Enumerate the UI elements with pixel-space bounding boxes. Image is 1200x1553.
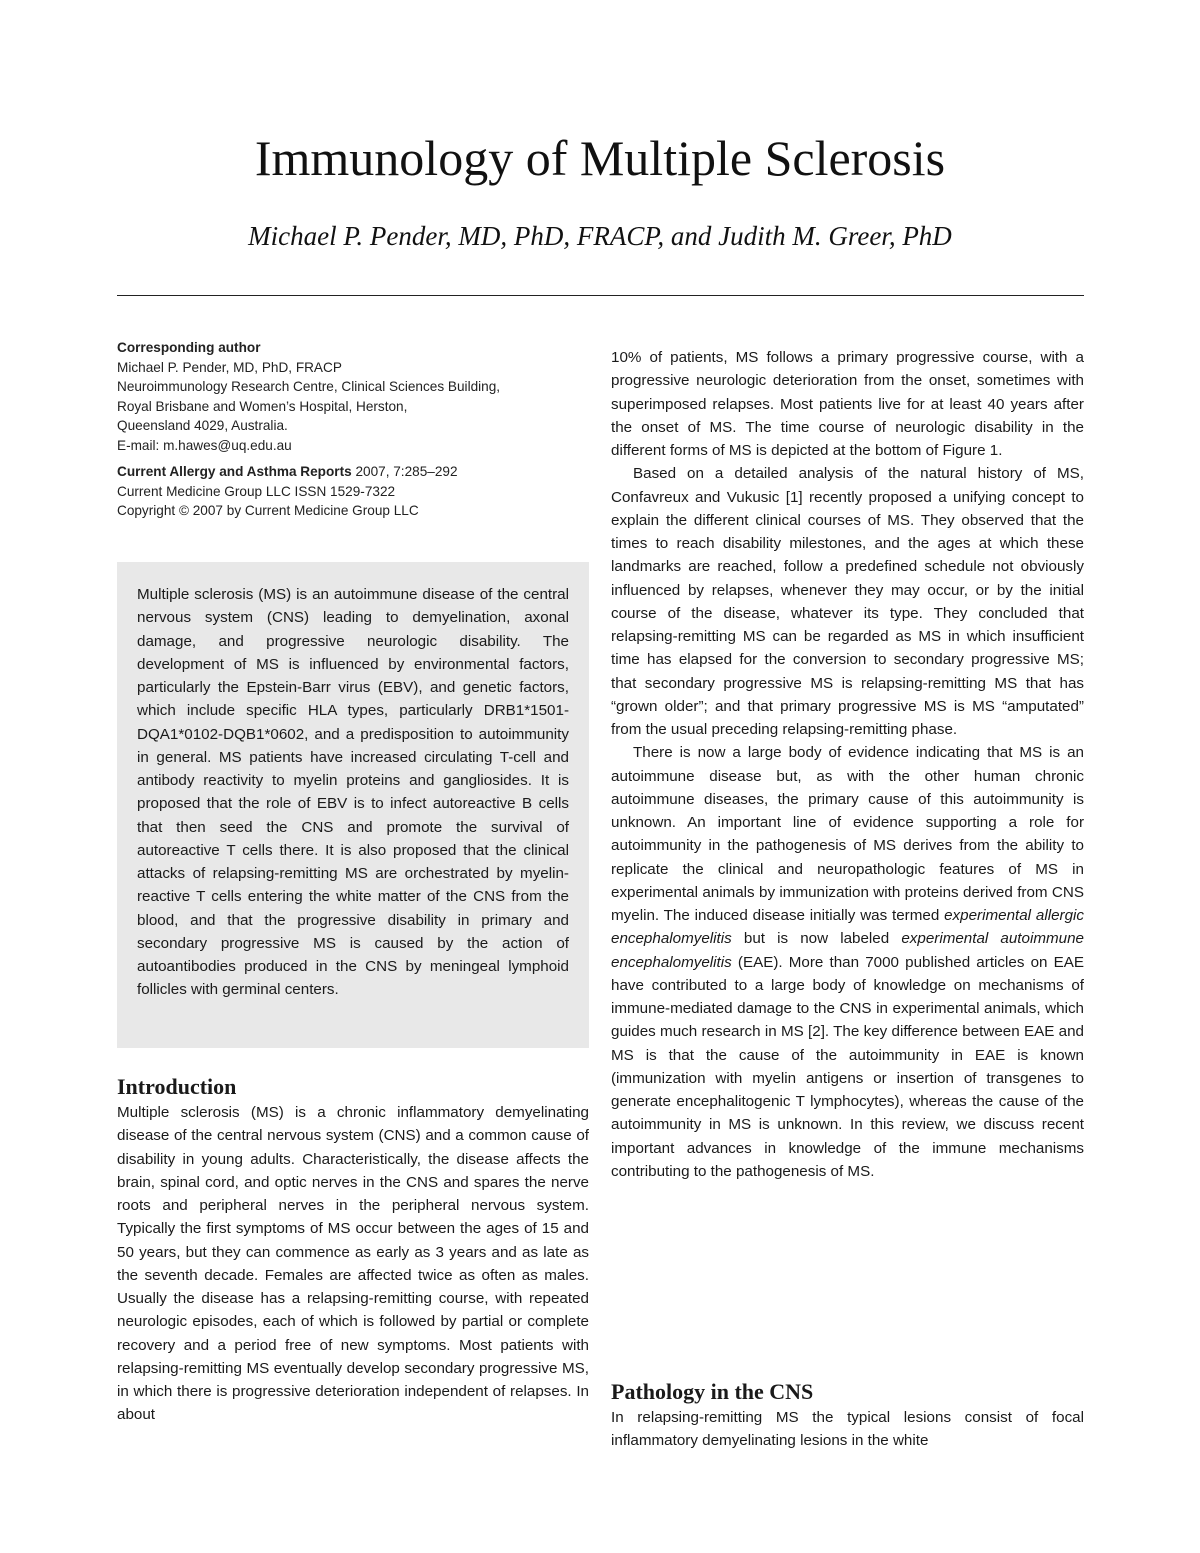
abstract-text: Multiple sclerosis (MS) is an autoimmune disease of the central nervous system (CNS) leading to demyelination, axonal damage, and progressive neurologic disability. The development of MS is influenced by environmental factors, particularly the Epstein-Barr virus (EBV), and genetic factors, which include specific HLA types, particularly DRB1*1501-DQA1*0102-DQB1*0602, and a predisposition to autoimmunity in general. MS patients have increased circulating T-cell and antibody reactivity to myelin proteins and gangliosides. It is proposed that the role of EBV is to infect autoreactive B cells that then seed the CNS and promote the survival of autoreactive T cells there. It is also proposed that the clinical attacks of relapsing-remitting MS are orchestrated by myelin-reactive T cells entering the white matter of the CNS from the blood, and that the progressive disability in primary and secondary progressive MS is caused by the action of autoantibodies produced in the CNS by meningeal lymphoid follicles with germinal centers. [137,586,569,999]
correspondence-line: Michael P. Pender, MD, PhD, FRACP [117,359,342,375]
correspondence-label: Corresponding author [117,340,261,355]
correspondence-email[interactable]: E-mail: m.hawes@uq.edu.au [117,437,292,453]
title-divider [117,295,1084,296]
introduction-section [117,1073,589,1427]
text-run: There is now a large body of evidence indicating that MS is an autoimmune disease but, as with the other human chronic autoimmune diseases, the primary cause of this autoimmunity is unknown. An important line of evidence supporting a role for autoimmunity in the pathogenesis of MS derives from the ability to replicate the clinical and neuropathologic features of MS in experimental animals by immunization with proteins derived from CNS myelin. The induced disease initially was termed [611,744,1084,924]
pathology-paragraph: In relapsing-remitting MS the typical lesions consist of focal inflammatory demyelinating lesions in the white [611,1409,1084,1450]
introduction-paragraph: Multiple sclerosis (MS) is a chronic inflammatory demyelinating disease of the central nervous system (CNS) and a common cause of disability in young adults. Characteristically, the disease affects the brain, spinal cord, and optic nerves in the CNS and spares the nerve roots and peripheral nerves in the peripheral nervous system. Typically the first symptoms of MS occur between the ages of 15 and 50 years, but they can commence as early as 3 years and as late as the seventh decade. Females are affected twice as often as males. Usually the disease has a relapsing-remitting course, with repeated neurologic episodes, each of which is followed by partial or complete recovery and a period free of new symptoms. Most patients with relapsing-remitting MS eventually develop secondary progressive MS, in which there is progressive deterioration independent of relapses. In about [117,1104,589,1424]
article-authors: Michael P. Pender, MD, PhD, FRACP, and Judith M. Greer, PhD [248,221,952,251]
text-run: (EAE). More than 7000 published articles on EAE have contributed to a large body of knowledge on mechanisms of immune-mediated damage to the CNS in experimental animals, which guides much research in MS [2]. The key difference between EAE and MS is that the cause of the autoimmunity in EAE is known (immunization with myelin antigens or insertion of transgenes to generate encephalitogenic T lymphocytes), whereas the cause of the autoimmunity in MS is unknown. In this review, we discuss recent important advances in knowledge of the immune mechanisms contributing to the pathogenesis of MS. [611,953,1084,1180]
correspondence-line: Royal Brisbane and Women’s Hospital, Herston, [117,398,408,414]
italic-term: experimental autoimmune encephalomyelitis [611,930,1084,971]
paragraph-progressive-course: 10% of patients, MS follows a primary progressive course, with a progressive neurologic deterioration from the onset, sometimes with superimposed relapses. Most patients live for at least 40 years after the onset of MS. The time course of neurologic disability in the different forms of MS is depicted at the bottom of Figure 1. [611,349,1084,459]
article-title: Immunology of Multiple Sclerosis [254,130,946,186]
italic-term: experimental allergic encephalomyelitis [611,907,1084,948]
journal-name: Current Allergy and Asthma Reports [117,464,352,479]
correspondence-line: Queensland 4029, Australia. [117,418,288,433]
journal-citation [117,462,589,482]
publisher-line: Current Medicine Group LLC ISSN 1529-7322 [117,483,396,499]
paragraph-unifying-concept: Based on a detailed analysis of the natural history of MS, Confavreux and Vukusic [1] recently proposed a unifying concept to explain the different clinical courses of MS. They observed that the times to reach disability milestones, and the ages at which these landmarks are reached, follow a predefined schedule not obviously influenced by relapses, whenever they may occur, or by the initial course of the disease, whatever its type. They concluded that relapsing-remitting MS can be regarded as MS in which insufficient time has elapsed for the conversion to secondary progressive MS; that secondary progressive MS is relapsing-remitting MS that has “grown older”; and that primary progressive MS is MS “amputated” from the usual preceding relapsing-remitting phase. [611,465,1084,738]
text-run: but is now labeled [731,930,902,948]
copyright-line: Copyright © 2007 by Current Medicine Group LLC [117,503,419,518]
pathology-section [611,1378,1084,1453]
correspondence-block [117,338,589,521]
paragraph-autoimmune-evidence [611,741,1084,1183]
introduction-heading: Introduction [117,1074,237,1099]
pathology-heading: Pathology in the CNS [611,1379,814,1404]
right-column [611,346,1084,1183]
correspondence-line: Neuroimmunology Research Centre, Clinical Sciences Building, [117,379,501,394]
abstract-box [117,562,589,1048]
journal-volume: 2007, 7:285–292 [351,464,458,479]
